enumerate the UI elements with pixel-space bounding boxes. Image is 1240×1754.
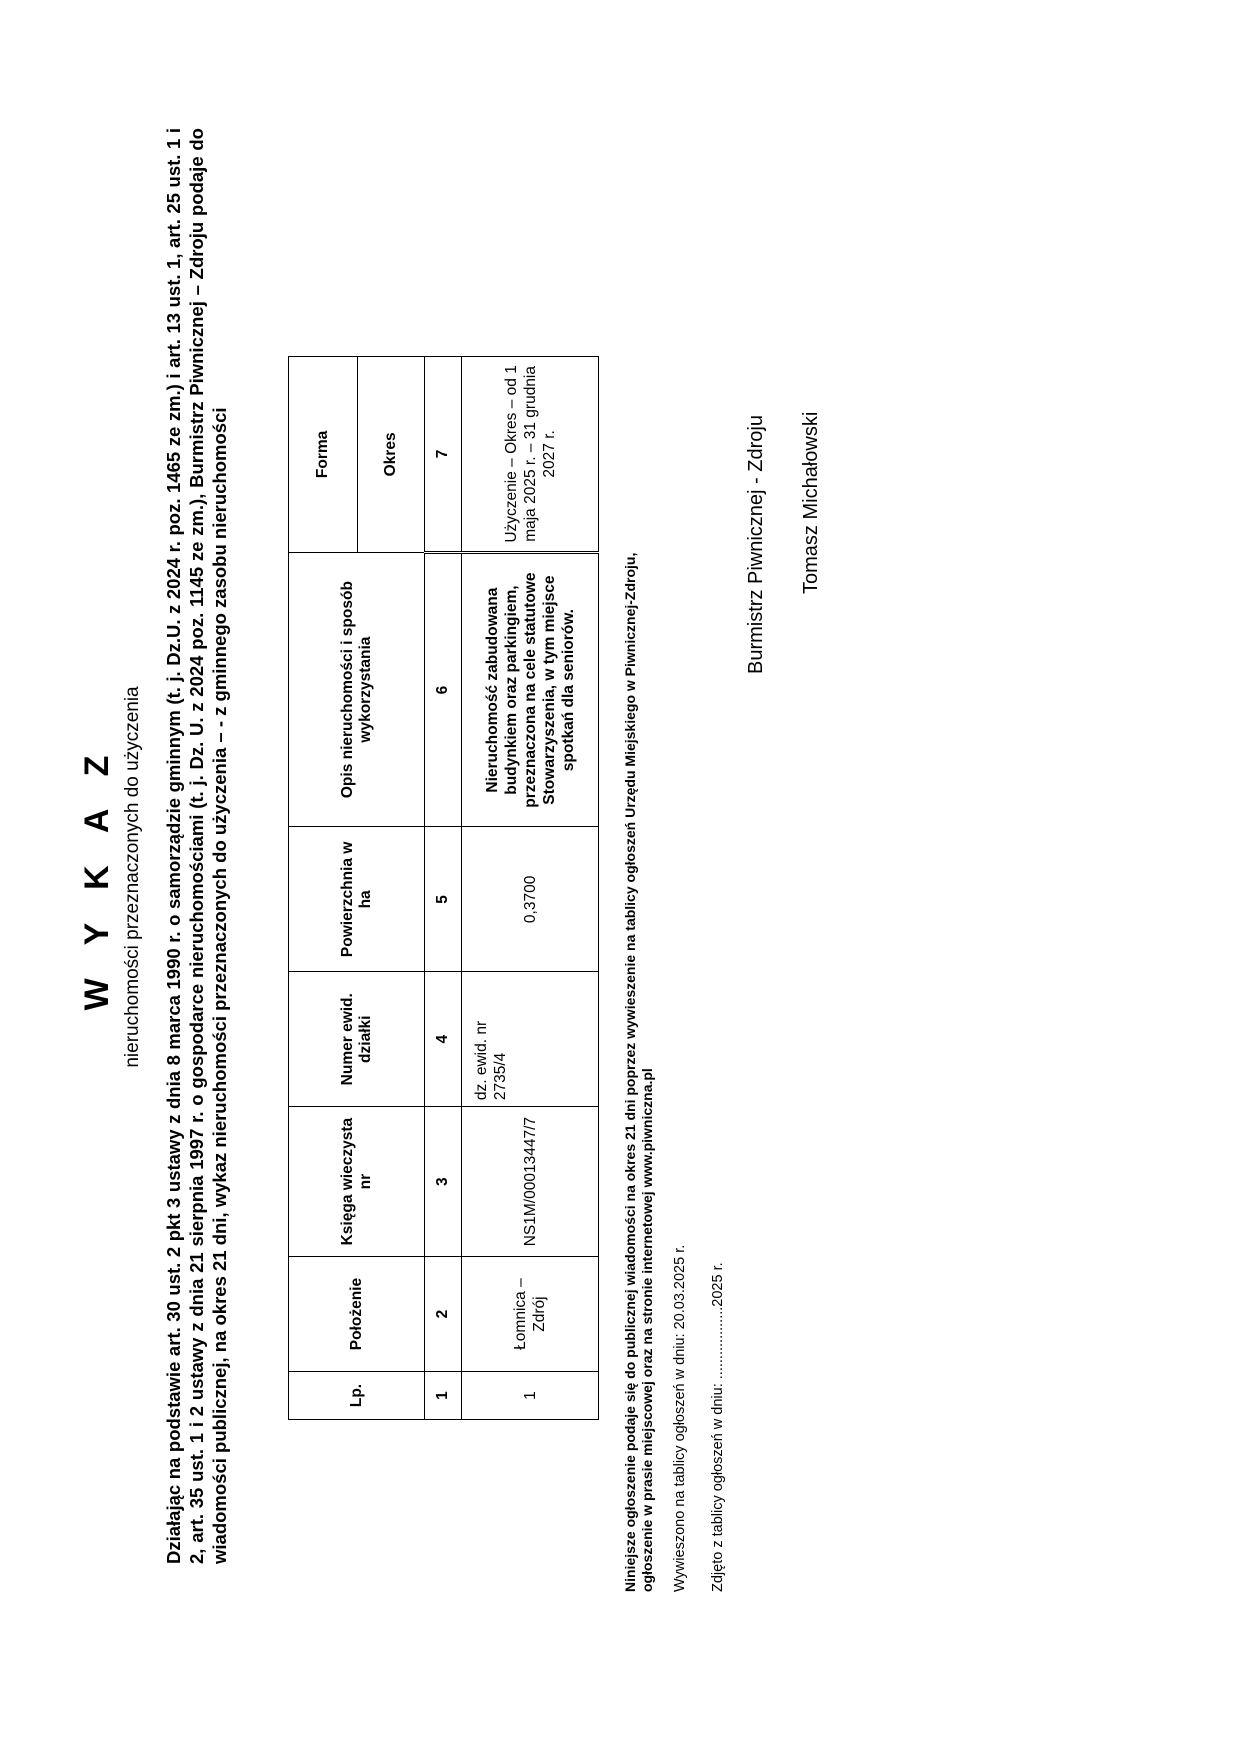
column-number-row (425, 357, 462, 1420)
column-number: 1 (425, 1372, 462, 1420)
removed-date: Zdjęto z tablicy ogłoszeń w dniu: ..................2025 r. (710, 1262, 726, 1592)
header-okres: Okres (358, 357, 425, 553)
cell-polozenie: Łomnica – Zdrój (462, 1257, 599, 1372)
header-numer: Numer ewid. działki (289, 972, 425, 1107)
signer-title: Burmistrz Piwnicznej - Zdroju (745, 415, 767, 674)
cell-lp: 1 (462, 1372, 599, 1420)
document-title: W Y K A Z (78, 743, 116, 1011)
header-forma: Forma (289, 357, 358, 553)
column-number: 6 (425, 552, 462, 827)
column-number: 5 (425, 827, 462, 972)
cell-opis: Nieruchomość zabudowana budynkiem oraz parkingiem, przeznaczona na cele statutowe Stowarzyszenia, w tym miejsce spotkań dla seniorów. (462, 552, 599, 827)
signer-name: Tomasz Michałowski (800, 411, 822, 594)
property-table (288, 356, 599, 1420)
header-polozenie: Położenie (289, 1257, 425, 1372)
posted-date: Wywieszono na tablicy ogłoszeń w dniu: 20.03.2025 r. (672, 1244, 688, 1592)
publication-notice: Niniejsze ogłoszenie podaje się do publicznej wiadomości na okres 21 dni poprzez wywieszenie na tablicy ogłoszeń Urzędu Miejskiego w Piwnicznej-Zdroju, ogłoszenie w prasie miejscowej oraz na stronie internetowej www.piwniczna.pl (622, 552, 655, 1592)
cell-okres: Użyczenie – Okres – od 1 maja 2025 r. – 31 grudnia 2027 r. (462, 357, 599, 553)
header-ksiega: Księga wieczysta nr (289, 1107, 425, 1257)
cell-ksiega: NS1M/00013447/7 (462, 1107, 599, 1257)
table-row (462, 357, 599, 1420)
column-number: 2 (425, 1257, 462, 1372)
column-number: 7 (425, 357, 462, 553)
header-lp: Lp. (289, 1372, 425, 1420)
cell-powierzchnia: 0,3700 (462, 827, 599, 972)
document-subtitle: nieruchomości przeznaczonych do użyczenia (122, 686, 143, 1068)
column-number: 3 (425, 1107, 462, 1257)
column-number: 4 (425, 972, 462, 1107)
header-opis: Opis nieruchomości i sposób wykorzystania (289, 552, 425, 827)
intro-paragraph: Działając na podstawie art. 30 ust. 2 pkt 3 ustawy z dnia 8 marca 1990 r. o samorządzie gminnym (t. j. Dz.U. z 2024 r. poz. 1465 ze zm.) i art. 13 ust. 1, art. 25 ust. 1 i 2, art. 35 ust. 1 i 2 ustawy z dnia 21 sierpnia 1997 r. o gospodarce nieruchomościami (t. j. Dz. U. z 2024 poz. 1145 ze zm.), Burmistrz Piwnicznej – Zdroju podaje do wiadomości publicznej, na okres 21 dni, wykaz nieruchomości przeznaczonych do użyczenia – - z gminnego zasobu nieruchomości (163, 128, 230, 1564)
cell-numer: dz. ewid. nr 2735/4 (462, 972, 599, 1107)
header-powierzchnia: Powierzchnia w ha (289, 827, 425, 972)
